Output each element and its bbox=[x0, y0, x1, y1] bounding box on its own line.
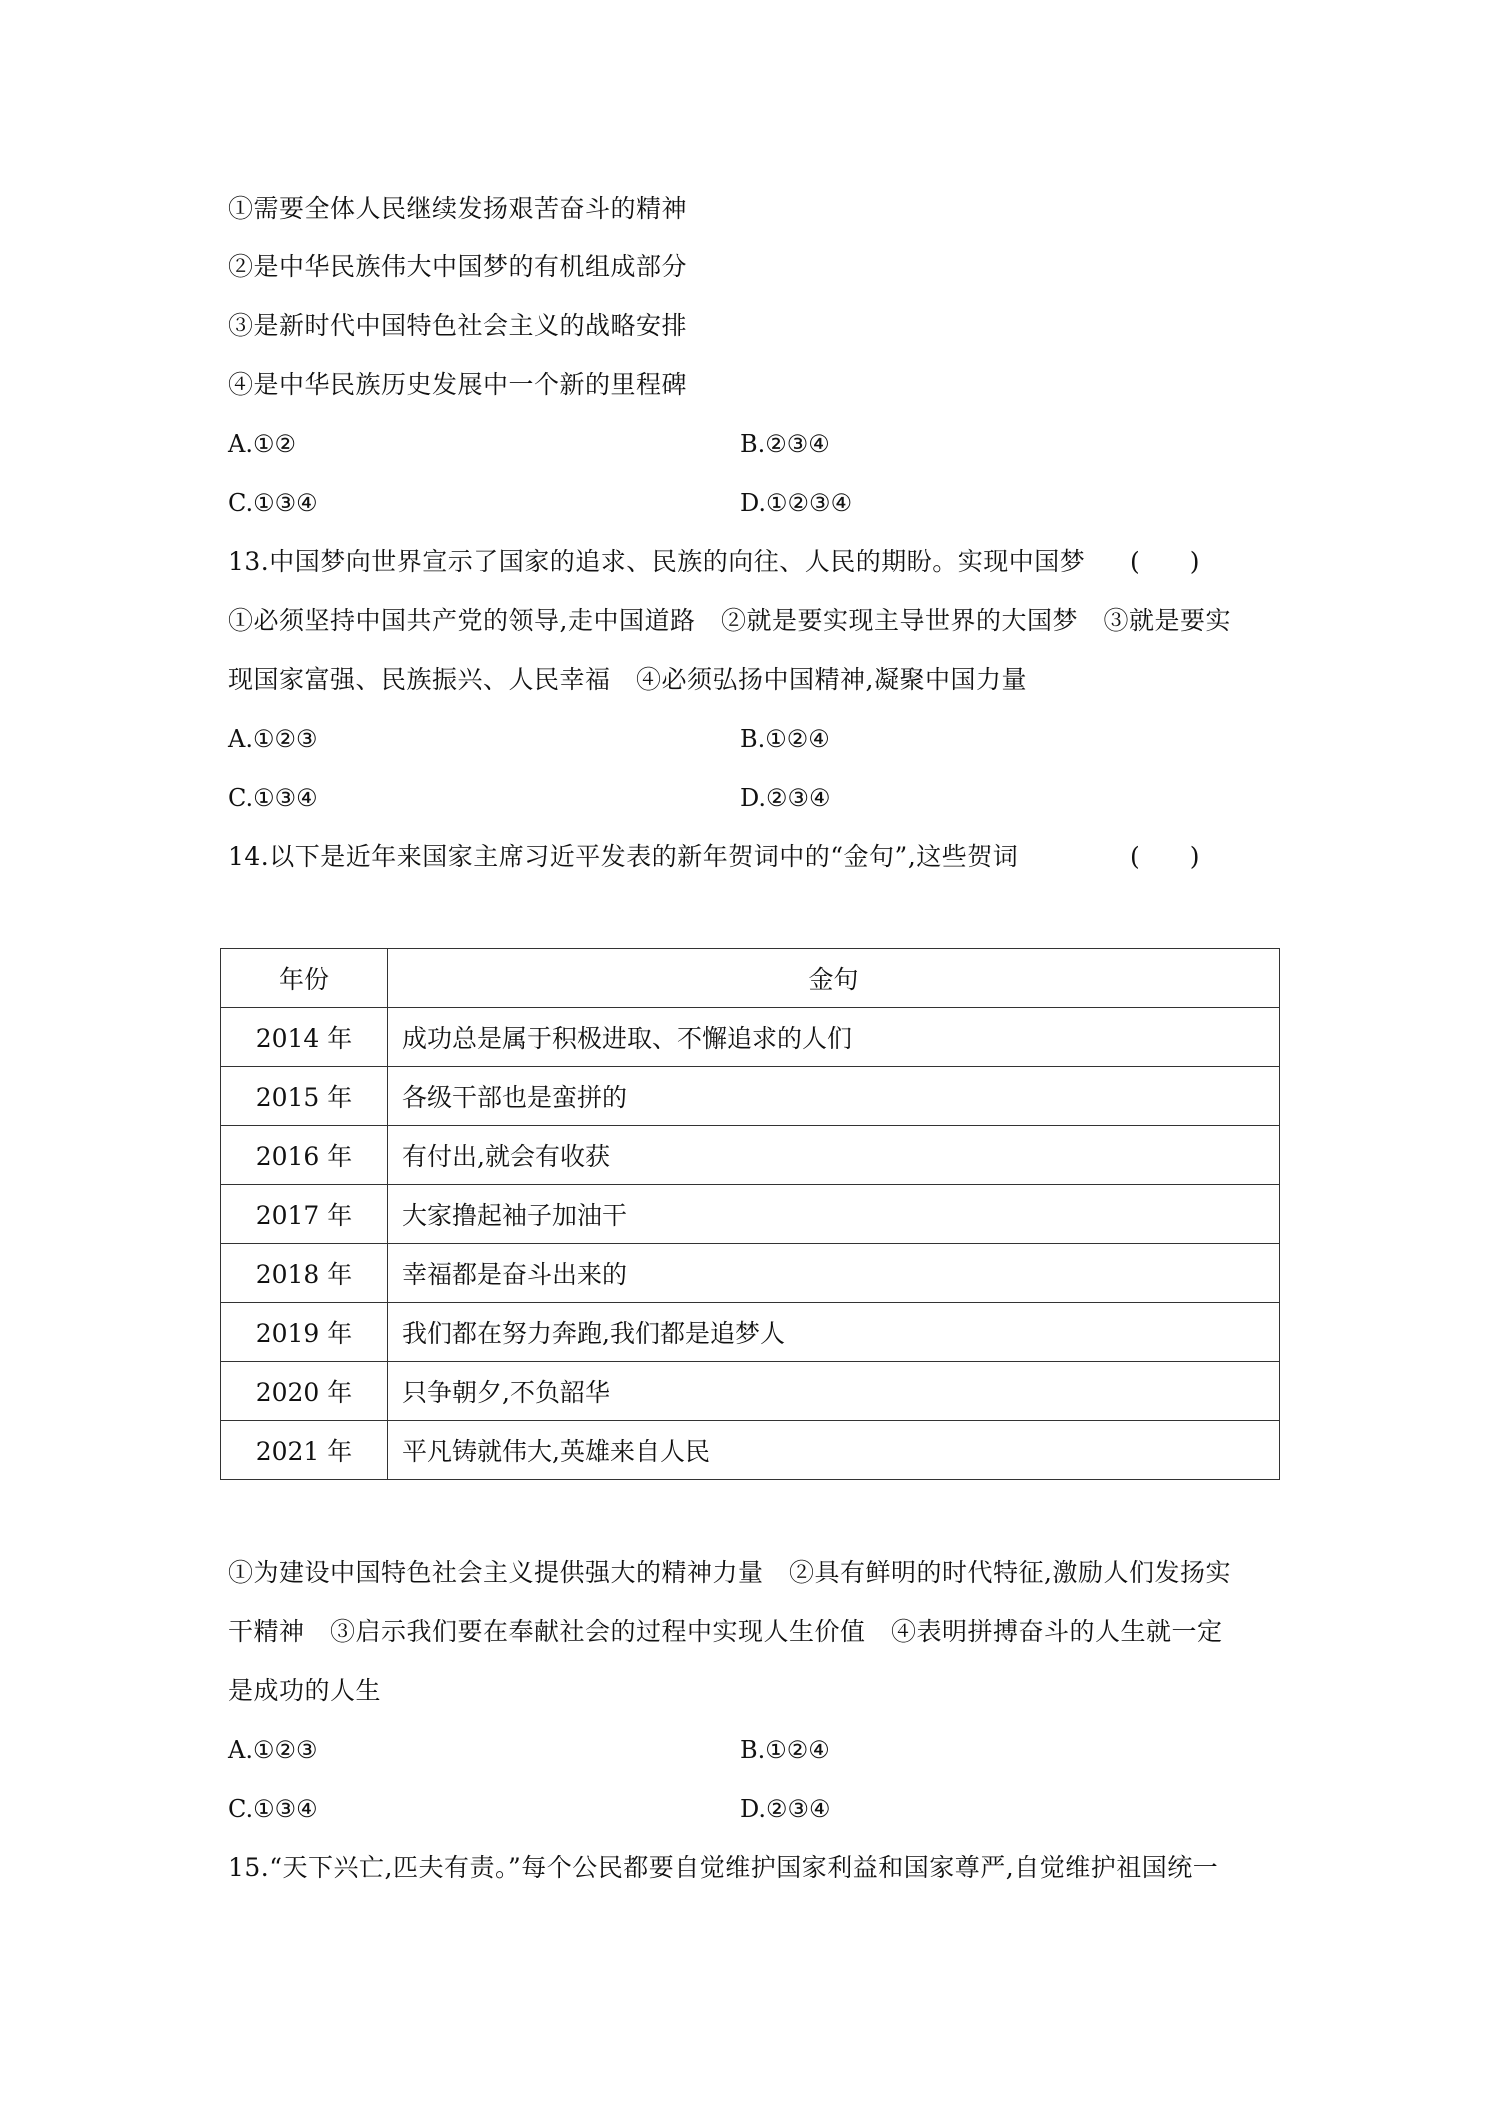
q14-option-b: B.①②④ bbox=[740, 1736, 830, 1764]
table-row bbox=[221, 1008, 1280, 1067]
table-row bbox=[221, 1067, 1280, 1126]
q12-option-d: D.①②③④ bbox=[740, 489, 853, 517]
q13-option-d: D.②③④ bbox=[740, 784, 831, 812]
q13-answer-blank: ( ) bbox=[1130, 547, 1200, 576]
q12-option-b: B.②③④ bbox=[740, 430, 830, 458]
q14-statements-line-1: ①为建设中国特色社会主义提供强大的精神力量 ②具有鲜明的时代特征,激励人们发扬实 bbox=[228, 1558, 1231, 1587]
table-header-row bbox=[221, 949, 1280, 1008]
q13-option-c: C.①③④ bbox=[228, 784, 318, 812]
column-header-year: 年份 bbox=[221, 949, 388, 1008]
year-cell: 2015 年 bbox=[221, 1067, 388, 1126]
q13-statements-line-2: 现国家富强、民族振兴、人民幸福 ④必须弘扬中国精神,凝聚中国力量 bbox=[228, 665, 1027, 694]
table-row bbox=[221, 1244, 1280, 1303]
q13-option-a: A.①②③ bbox=[228, 725, 318, 753]
q12-statement-1: ①需要全体人民继续发扬艰苦奋斗的精神 bbox=[228, 194, 688, 223]
q14-option-c: C.①③④ bbox=[228, 1795, 318, 1823]
year-cell: 2019 年 bbox=[221, 1303, 388, 1362]
table-row bbox=[221, 1303, 1280, 1362]
q12-statement-3: ③是新时代中国特色社会主义的战略安排 bbox=[228, 311, 688, 340]
table-row bbox=[221, 1185, 1280, 1244]
q12-statement-2: ②是中华民族伟大中国梦的有机组成部分 bbox=[228, 252, 688, 281]
q14-statements-line-3: 是成功的人生 bbox=[228, 1676, 382, 1705]
q13-option-b: B.①②④ bbox=[740, 725, 830, 753]
column-header-quote: 金句 bbox=[388, 949, 1280, 1008]
quote-cell: 成功总是属于积极进取、不懈追求的人们 bbox=[388, 1008, 1280, 1067]
q13-stem: 13.中国梦向世界宣示了国家的追求、民族的向往、人民的期盼。实现中国梦 bbox=[228, 547, 1086, 576]
year-cell: 2017 年 bbox=[221, 1185, 388, 1244]
year-cell: 2014 年 bbox=[221, 1008, 388, 1067]
quote-cell: 有付出,就会有收获 bbox=[388, 1126, 1280, 1185]
q14-option-a: A.①②③ bbox=[228, 1736, 318, 1764]
quote-cell: 大家撸起袖子加油干 bbox=[388, 1185, 1280, 1244]
q14-answer-blank: ( ) bbox=[1130, 842, 1200, 871]
quotes-table bbox=[220, 948, 1280, 1480]
table-row bbox=[221, 1362, 1280, 1421]
q12-option-c: C.①③④ bbox=[228, 489, 318, 517]
year-cell: 2016 年 bbox=[221, 1126, 388, 1185]
q14-stem: 14.以下是近年来国家主席习近平发表的新年贺词中的“金句”,这些贺词 bbox=[228, 842, 1019, 871]
quote-cell: 各级干部也是蛮拼的 bbox=[388, 1067, 1280, 1126]
year-cell: 2021 年 bbox=[221, 1421, 388, 1480]
q12-option-a: A.①② bbox=[228, 430, 296, 458]
quote-cell: 平凡铸就伟大,英雄来自人民 bbox=[388, 1421, 1280, 1480]
quote-cell: 幸福都是奋斗出来的 bbox=[388, 1244, 1280, 1303]
q14-option-d: D.②③④ bbox=[740, 1795, 831, 1823]
q14-statements-line-2: 干精神 ③启示我们要在奉献社会的过程中实现人生价值 ④表明拼搏奋斗的人生就一定 bbox=[228, 1617, 1223, 1646]
q13-statements-line-1: ①必须坚持中国共产党的领导,走中国道路 ②就是要实现主导世界的大国梦 ③就是要实 bbox=[228, 606, 1231, 635]
quote-cell: 我们都在努力奔跑,我们都是追梦人 bbox=[388, 1303, 1280, 1362]
quote-cell: 只争朝夕,不负韶华 bbox=[388, 1362, 1280, 1421]
year-cell: 2018 年 bbox=[221, 1244, 388, 1303]
q12-statement-4: ④是中华民族历史发展中一个新的里程碑 bbox=[228, 370, 688, 399]
year-cell: 2020 年 bbox=[221, 1362, 388, 1421]
table-row bbox=[221, 1126, 1280, 1185]
table-row bbox=[221, 1421, 1280, 1480]
q15-stem: 15.“天下兴亡,匹夫有责。”每个公民都要自觉维护国家利益和国家尊严,自觉维护祖国统一 bbox=[228, 1853, 1219, 1882]
